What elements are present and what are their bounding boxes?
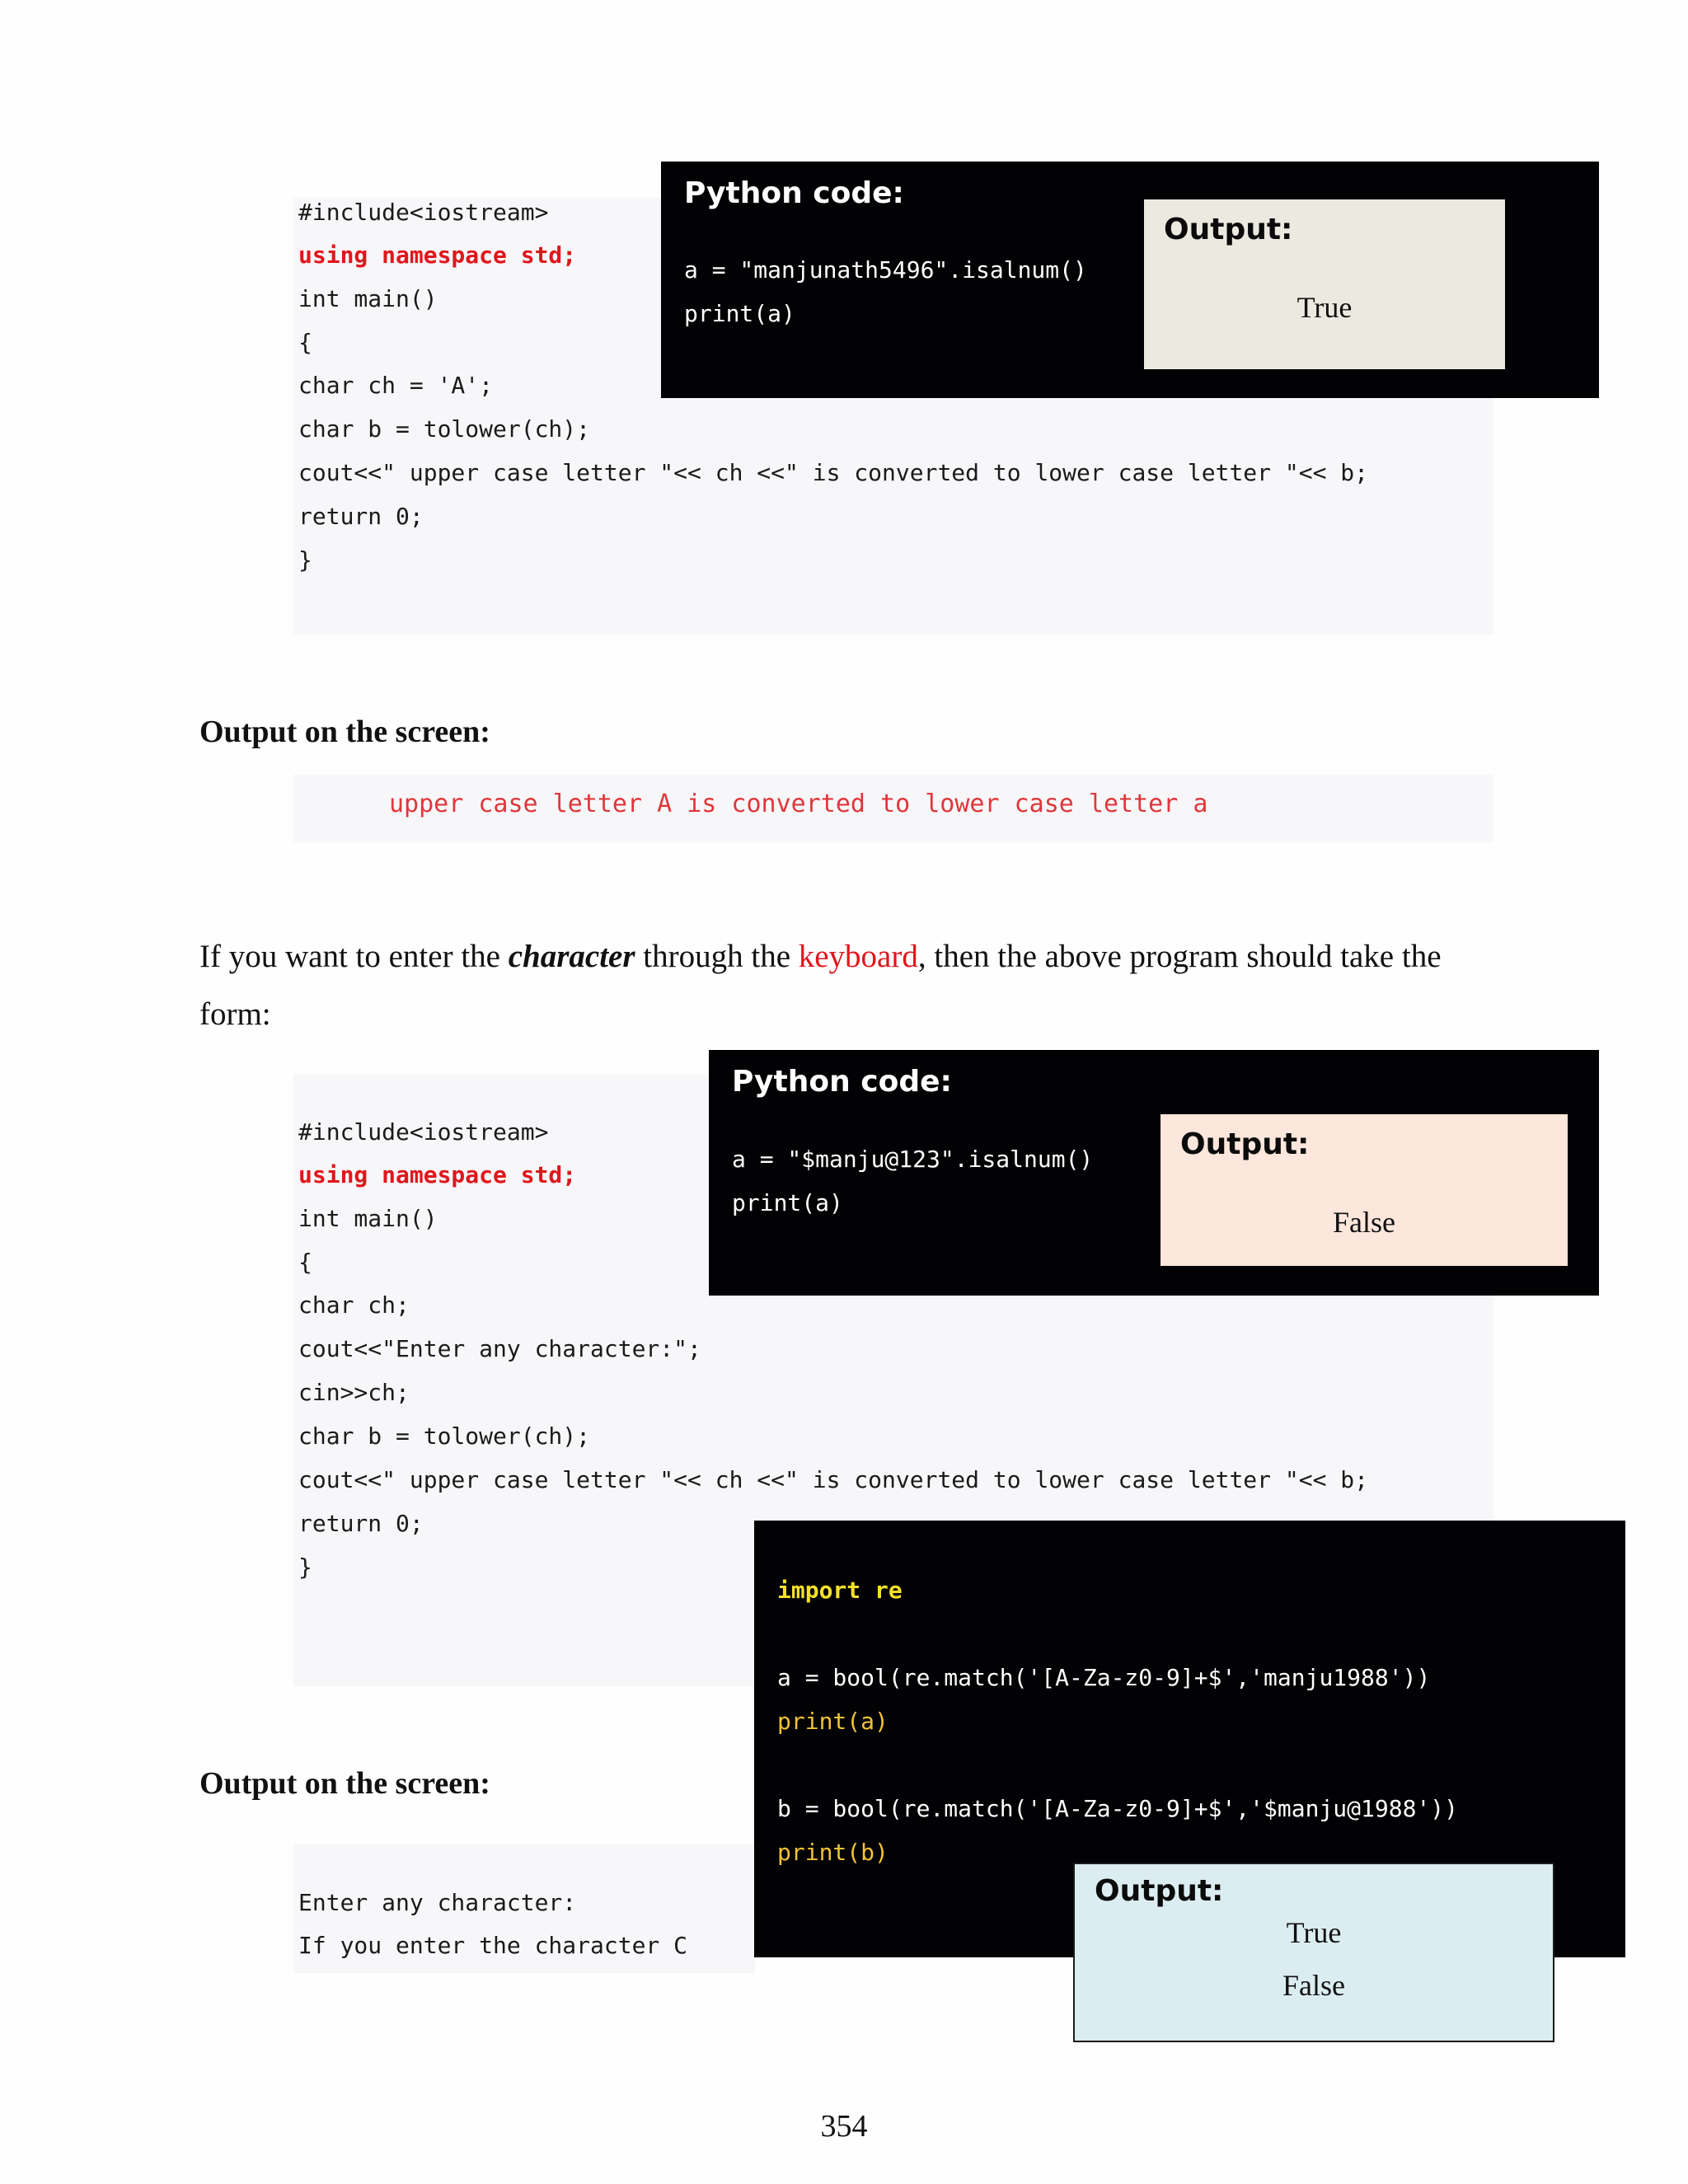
output-value: False	[1333, 1206, 1395, 1239]
code-line: char ch;	[298, 1291, 410, 1319]
code-line: int main()	[298, 285, 438, 312]
output-box-1	[1144, 199, 1505, 369]
python-code-title: Python code:	[732, 1065, 952, 1099]
python-code-box-1	[661, 162, 1599, 398]
code-line: {	[298, 329, 312, 356]
python-code-line: print(b)	[777, 1839, 889, 1866]
screen-output-text: upper case letter A is converted to lower case letter a	[389, 790, 1208, 818]
output-value: True	[1296, 291, 1353, 324]
output-title: Output:	[1095, 1874, 1224, 1908]
code-line: #include<iostream>	[298, 199, 549, 226]
paragraph-text: , then the above program should take the	[917, 939, 1442, 974]
code-line: cin>>ch;	[298, 1379, 410, 1406]
code-line: return 0;	[298, 503, 424, 530]
python-code-box-2	[709, 1050, 1599, 1296]
output-box-3	[1073, 1863, 1554, 2042]
code-line: return 0;	[298, 1510, 424, 1537]
emphasis-text: character	[508, 939, 635, 974]
code-line: cout<<"Enter any character:";	[298, 1335, 701, 1362]
code-line: {	[298, 1249, 312, 1276]
paragraph-text: If you want to enter the	[199, 939, 509, 974]
python-code-line: a = bool(re.match('[A-Za-z0-9]+$','manju1988'))	[777, 1664, 1431, 1691]
screen-output-text: Enter any character:	[298, 1889, 577, 1916]
python-code-line: print(a)	[684, 300, 795, 327]
output-value: False	[1282, 1969, 1345, 2002]
code-line: cout<<" upper case letter "<< ch <<" is converted to lower case letter "<< b;	[298, 1466, 1369, 1493]
code-line: }	[298, 546, 312, 574]
code-line: using namespace std;	[298, 1161, 577, 1188]
python-code-line: b = bool(re.match('[A-Za-z0-9]+$','$manju@1988'))	[777, 1795, 1459, 1822]
keyword-link: keyboard	[798, 939, 918, 974]
paragraph-line-2: form:	[199, 996, 271, 1032]
python-code-line: print(a)	[732, 1189, 843, 1216]
code-line: char b = tolower(ch);	[298, 415, 591, 443]
output-value: True	[1286, 1916, 1342, 1949]
code-line: }	[298, 1554, 312, 1581]
screen-output-text: If you enter the character C	[298, 1932, 688, 1959]
section-heading: Output on the screen:	[199, 1766, 490, 1801]
python-code-line: print(a)	[777, 1708, 889, 1735]
paragraph-text: through the	[635, 939, 799, 974]
code-line: char b = tolower(ch);	[298, 1422, 591, 1450]
body-paragraph	[199, 938, 1584, 975]
python-code-line: import re	[777, 1577, 903, 1604]
output-title: Output:	[1164, 213, 1293, 246]
python-code-line: a = "manjunath5496".isalnum()	[684, 256, 1087, 284]
section-heading: Output on the screen:	[199, 715, 490, 749]
page-number: 354	[820, 2109, 868, 2144]
code-line: cout<<" upper case letter "<< ch <<" is converted to lower case letter "<< b;	[298, 459, 1369, 486]
code-line: char ch = 'A';	[298, 372, 494, 399]
python-code-title: Python code:	[684, 176, 904, 210]
code-line: #include<iostream>	[298, 1118, 549, 1146]
output-title: Output:	[1180, 1127, 1310, 1161]
python-code-line: a = "$manju@123".isalnum()	[732, 1146, 1094, 1173]
output-box-2	[1160, 1114, 1568, 1266]
code-line: int main()	[298, 1205, 438, 1232]
code-line: using namespace std;	[298, 241, 577, 269]
